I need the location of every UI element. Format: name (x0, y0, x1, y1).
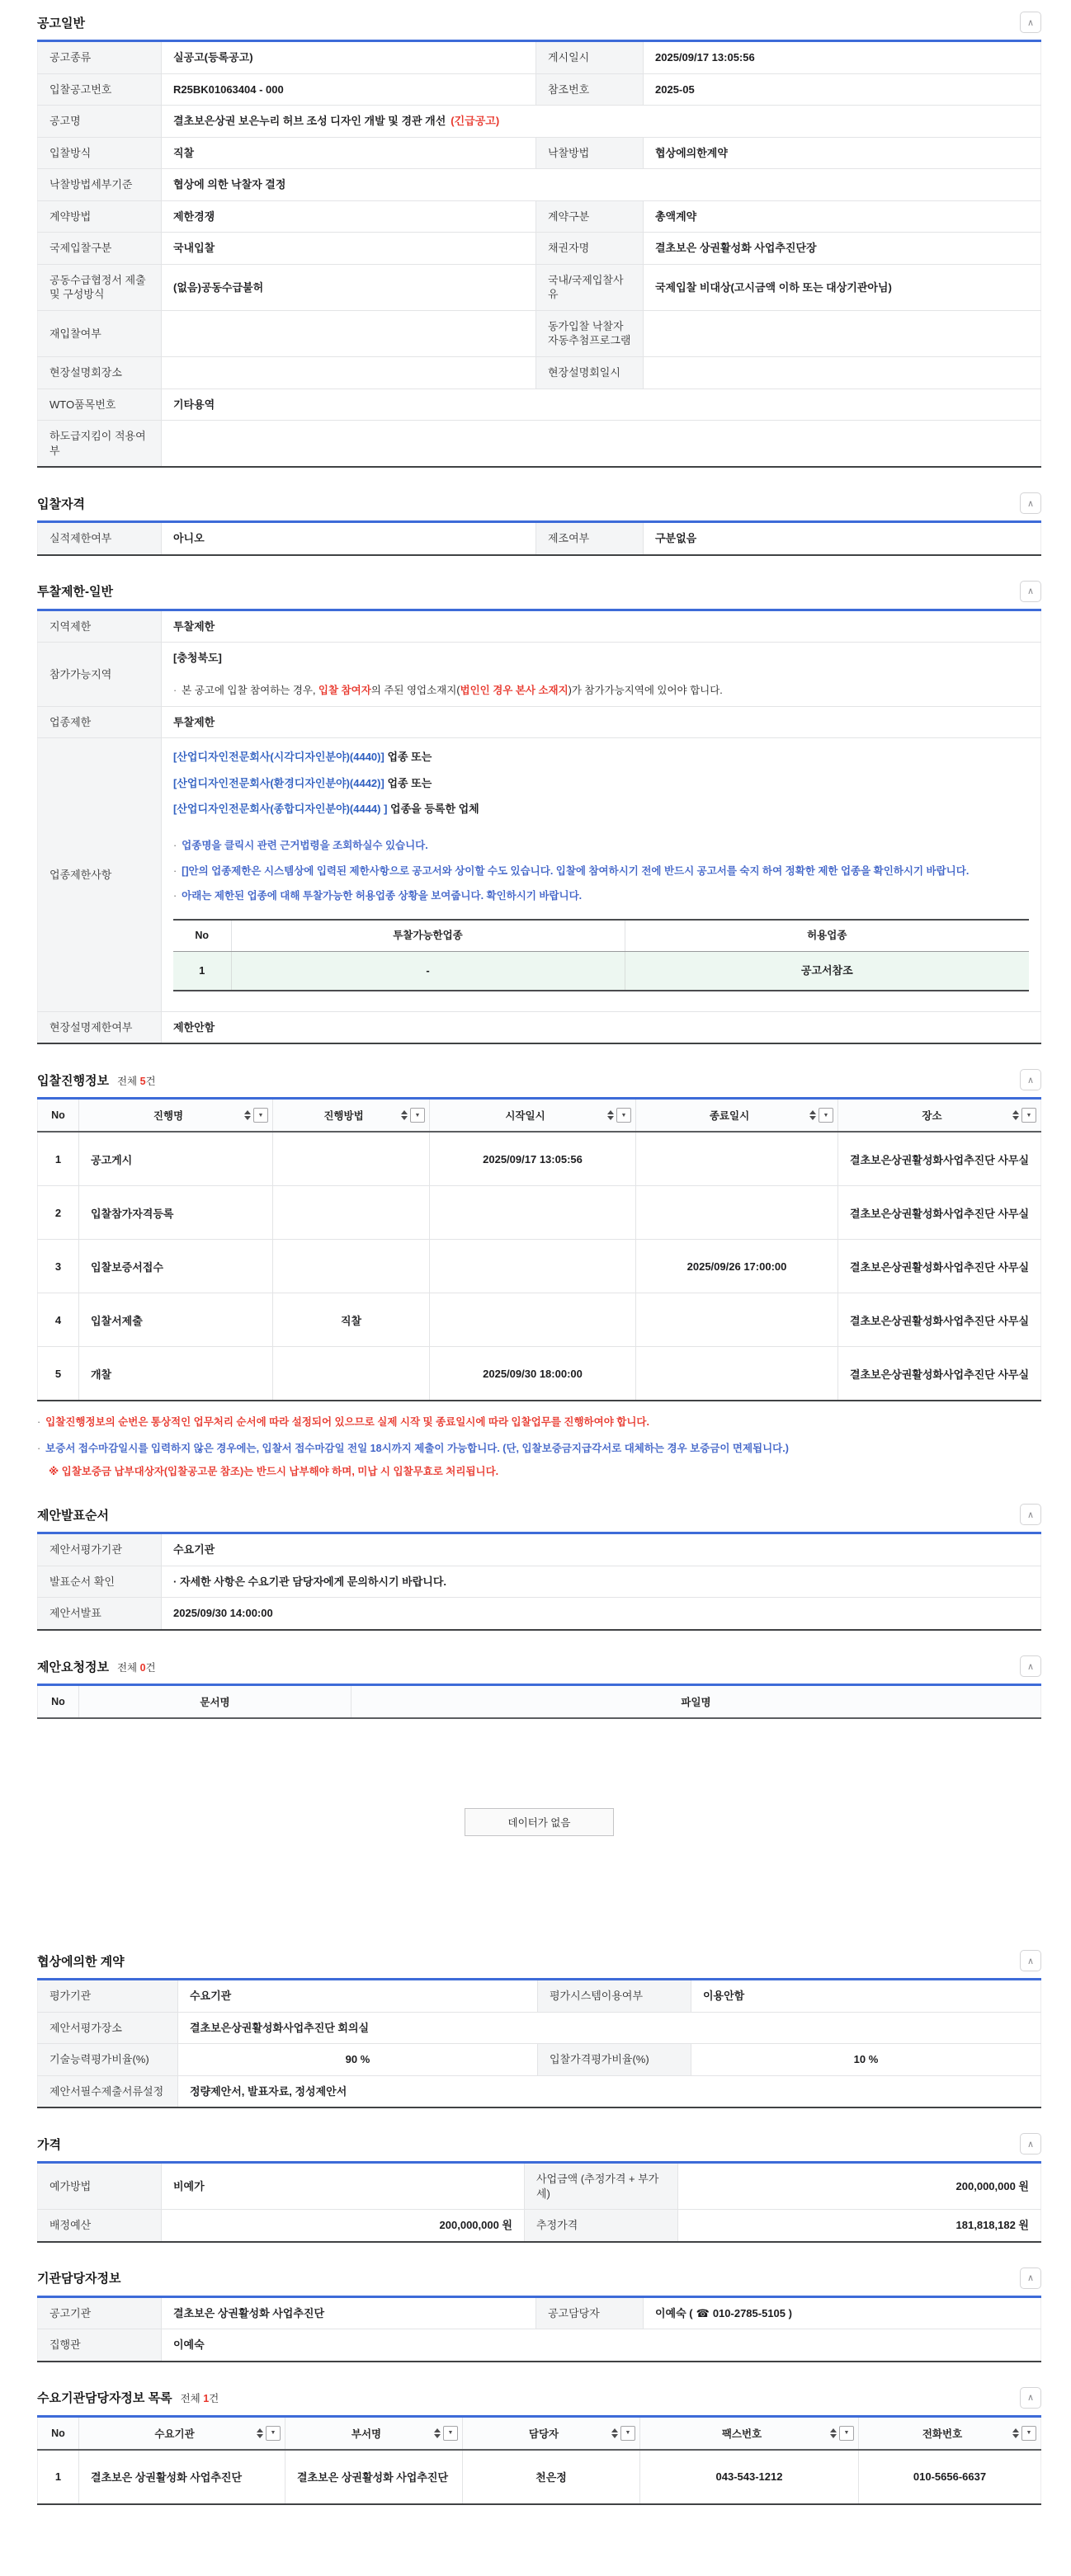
field-label: 재입찰여부 (38, 310, 162, 356)
column-header-place[interactable]: 장소 ▼ (838, 1099, 1041, 1133)
field-value: 이예숙 ( ☎ 010-2785-5105 ) (655, 2306, 792, 2319)
field-label: 현장설명회일시 (536, 357, 644, 389)
table-row (38, 1293, 1041, 1347)
qualification-table (37, 520, 1041, 556)
table-row (38, 738, 1041, 1011)
field-label: 추정가격 (525, 2210, 678, 2242)
field-label: 동가입찰 낙찰자 자동추첨프로그램 (536, 310, 644, 356)
notice-name: 결초보은상권 보은누리 허브 조성 디자인 개발 및 경관 개선 (173, 115, 446, 128)
field-value (162, 106, 1041, 138)
field-value: 구분없음 (655, 532, 697, 545)
field-label: 제안서평가기관 (38, 1533, 162, 1566)
table-row (38, 137, 1041, 169)
field-value (162, 357, 536, 389)
field-value: · 자세한 사항은 수요기관 담당자에게 문의하시기 바랍니다. (162, 1566, 1041, 1598)
progress-table (37, 1097, 1041, 1401)
field-label: 발표순서 확인 (38, 1566, 162, 1598)
filter-dropdown-icon[interactable]: ▼ (839, 2426, 854, 2441)
cell-step-name: 공고게시 (79, 1132, 273, 1186)
filter-dropdown-icon[interactable]: ▼ (1021, 2426, 1036, 2441)
cell-place: 결초보은상권활성화사업추진단 사무실 (838, 1186, 1041, 1240)
progress-notes (37, 1415, 1041, 1479)
table-row (38, 1980, 1041, 2013)
field-label: 참가가능지역 (38, 643, 162, 706)
cell-step-method (273, 1347, 430, 1401)
field-label: 채권자명 (536, 233, 644, 265)
industry-line: [산업디자인전문회사(환경디자인분야)(4442)] 업종 또는 (173, 776, 432, 789)
field-value: 2025/09/30 14:00:00 (162, 1598, 1041, 1630)
cell-place: 결초보은상권활성화사업추진단 사무실 (838, 1347, 1041, 1401)
field-value: 기타용역 (162, 389, 1041, 421)
presentation-order-table (37, 1532, 1041, 1631)
cell-no: 2 (38, 1186, 79, 1240)
section-title-price: 가격 (37, 2137, 61, 2152)
table-row (38, 310, 1041, 356)
cell-demand-org: 결초보은 상권활성화 사업추진단 (79, 2450, 285, 2504)
section-title-agency-contact: 기관담당자정보 (37, 2272, 121, 2286)
field-label: 현장설명제한여부 (38, 1011, 162, 1043)
cell-step-method: 직찰 (273, 1293, 430, 1347)
table-row (38, 2210, 1041, 2242)
table-row (38, 264, 1041, 310)
cell-place: 결초보은상권활성화사업추진단 사무실 (838, 1293, 1041, 1347)
field-value: R25BK01063404 - 000 (162, 73, 536, 106)
table-row (38, 1598, 1041, 1630)
chevron-up-icon: ∧ (1026, 1075, 1035, 1085)
column-header-start-datetime[interactable]: 시작일시 ▼ (430, 1099, 636, 1133)
cell-end-datetime (636, 1186, 838, 1240)
info-note: · 보증서 접수마감일시를 입력하지 않은 경우에는, 입찰서 접수마감일 전일 18시까지 제출이 가능합니다. (단, 입찰보증금지급각서로 대체하는 경우 보증금이 면제됩니다.) (37, 1442, 789, 1454)
field-value: 투찰제한 (162, 706, 1041, 738)
column-header-demand-org[interactable]: 수요기관 ▼ (79, 2416, 285, 2450)
filter-dropdown-icon[interactable]: ▼ (819, 1108, 833, 1123)
allowed-industry-table (173, 919, 1029, 991)
field-label: 집행관 (38, 2329, 162, 2362)
cell-allowed-industry: 공고서참조 (625, 952, 1029, 991)
field-label: 공고담당자 (536, 2296, 644, 2329)
field-value: 협상에 의한 낙찰자 결정 (162, 169, 1041, 201)
cell-start-datetime (430, 1186, 636, 1240)
record-count: 전체 1건 (180, 2393, 219, 2405)
table-row (38, 2012, 1041, 2044)
field-label: 제안서평가장소 (38, 2012, 178, 2044)
sort-icon[interactable] (607, 1110, 614, 1120)
field-value: 181,818,182 원 (678, 2210, 1041, 2242)
section-qualification (37, 492, 1041, 556)
section-title-qualification: 입찰자격 (37, 497, 85, 511)
filter-dropdown-icon[interactable]: ▼ (616, 1108, 631, 1123)
filter-dropdown-icon[interactable]: ▼ (1021, 1108, 1036, 1123)
urgent-badge: (긴급공고) (451, 115, 500, 128)
field-value: 제한경쟁 (162, 200, 536, 233)
field-label: 업종제한 (38, 706, 162, 738)
cell-dept: 결초보은 상권활성화 사업추진단 (285, 2450, 463, 2504)
collapse-section-button[interactable] (1020, 492, 1041, 514)
field-value (162, 643, 1041, 706)
field-value: 아니오 (173, 532, 205, 545)
restriction-table (37, 609, 1041, 1044)
cell-no: 5 (38, 1347, 79, 1401)
cell-no: 4 (38, 1293, 79, 1347)
table-row (38, 2163, 1041, 2210)
region-note: · 본 공고에 입찰 참여하는 경우, 입찰 참여자의 주된 영업소재지(법인인 경우 본사 소재지)가 참가가능지역에 있어야 합니다. (173, 684, 723, 696)
table-row (38, 200, 1041, 233)
field-label: 평가시스템이용여부 (538, 1980, 691, 2013)
section-agency-contact (37, 2268, 1041, 2362)
record-count: 전체 5건 (116, 1075, 156, 1087)
cell-no: 3 (38, 1240, 79, 1293)
field-label: 국제입찰구분 (38, 233, 162, 265)
industry-type-link[interactable]: [산업디자인전문회사(시각디자인분야)(4440)] (173, 751, 385, 764)
collapse-section-button[interactable] (1020, 581, 1041, 602)
chevron-up-icon: ∧ (1026, 17, 1035, 28)
table-row (38, 41, 1041, 74)
record-count: 전체 0건 (116, 1661, 156, 1674)
filter-dropdown-icon[interactable]: ▼ (620, 2426, 635, 2441)
section-general (37, 12, 1041, 468)
column-header: 투찰가능한업종 (231, 920, 625, 951)
industry-note: · []안의 업종제한은 시스템상에 입력된 제한사항으로 공고서와 상이할 수도 있습니다. 입찰에 참여하시기 전에 반드시 공고서를 숙지 하여 정확한 제한 업종을 확인하시기 바랍니다. (173, 864, 970, 877)
collapse-section-button[interactable] (1020, 1655, 1041, 1677)
table-row (38, 421, 1041, 468)
table-row (38, 522, 1041, 555)
field-label: 지역제한 (38, 610, 162, 643)
collapse-section-button[interactable] (1020, 12, 1041, 33)
cell-end-datetime: 2025/09/26 17:00:00 (636, 1240, 838, 1293)
field-value: 비예가 (173, 2179, 205, 2192)
rfp-table (37, 1684, 1041, 1719)
chevron-up-icon: ∧ (1026, 1661, 1035, 1672)
field-label: 입찰방식 (38, 137, 162, 169)
field-label: 평가기관 (38, 1980, 178, 2013)
field-label: 낙찰방법 (536, 137, 644, 169)
table-row (38, 706, 1041, 738)
field-label: 계약방법 (38, 200, 162, 233)
section-title-negotiation-contract: 협상에의한 계약 (37, 1954, 125, 1969)
cell-step-method (273, 1240, 430, 1293)
field-value: 이용안함 (703, 1990, 745, 2003)
table-row (38, 2296, 1041, 2329)
field-value: 결초보은 상권활성화 사업추진단 (173, 2306, 325, 2319)
field-label: 제안서발표 (38, 1598, 162, 1630)
column-header-person[interactable]: 담당자 ▼ (463, 2416, 640, 2450)
column-header-dept[interactable]: 부서명 ▼ (285, 2416, 463, 2450)
sort-icon[interactable] (244, 1110, 251, 1120)
table-row (38, 2075, 1041, 2107)
sort-icon[interactable] (401, 1110, 408, 1120)
table-row (38, 106, 1041, 138)
filter-dropdown-icon[interactable]: ▼ (253, 1108, 268, 1123)
filter-dropdown-icon[interactable]: ▼ (410, 1108, 425, 1123)
field-value: 2025/09/17 13:05:56 (655, 51, 755, 64)
field-label: 배정예산 (38, 2210, 162, 2242)
column-header-step-name[interactable]: 진행명 ▼ (79, 1099, 273, 1133)
sort-icon[interactable] (1012, 1110, 1019, 1120)
field-label: 공동수급협정서 제출 및 구성방식 (38, 264, 162, 310)
cell-no: 1 (38, 2450, 79, 2504)
table-row (38, 169, 1041, 201)
cell-phone: 010-5656-6637 (859, 2450, 1041, 2504)
filter-dropdown-icon[interactable]: ▼ (443, 2426, 458, 2441)
field-value: 직찰 (162, 137, 536, 169)
field-label: WTO품목번호 (38, 389, 162, 421)
field-value: 투찰제한 (173, 619, 215, 633)
cell-step-method (273, 1186, 430, 1240)
industry-type-link[interactable]: [산업디자인전문회사(환경디자인분야)(4442)] (173, 776, 385, 789)
field-value: 결초보은 상권활성화 사업추진단장 (644, 233, 1041, 265)
demand-contacts-table (37, 2415, 1041, 2505)
table-row (38, 73, 1041, 106)
column-header: 허용업종 (625, 920, 1029, 951)
section-demand-contacts (37, 2387, 1041, 2505)
cell-step-name: 개찰 (79, 1347, 273, 1401)
cell-step-name: 입찰보증서접수 (79, 1240, 273, 1293)
table-row (38, 357, 1041, 389)
table-row (38, 389, 1041, 421)
sort-icon[interactable] (434, 2428, 441, 2438)
table-row (38, 643, 1041, 706)
table-row (38, 233, 1041, 265)
field-label: 예가방법 (38, 2163, 162, 2210)
table-row (38, 1347, 1041, 1401)
table-row (38, 1011, 1041, 1043)
chevron-up-icon: ∧ (1026, 1956, 1035, 1966)
field-label: 제조여부 (536, 522, 644, 555)
section-rfp-info (37, 1655, 1041, 1925)
cell-start-datetime (430, 1293, 636, 1347)
field-value: 총액계약 (644, 200, 1041, 233)
column-header-no: No (38, 1685, 79, 1719)
field-value (162, 310, 536, 356)
industry-type-link[interactable]: [산업디자인전문회사(종합디자인분야)(4444) ] (173, 803, 388, 816)
cell-person: 천은정 (463, 2450, 640, 2504)
sort-icon[interactable] (257, 2428, 263, 2438)
collapse-section-button[interactable] (1020, 2268, 1041, 2289)
table-header-row (38, 2416, 1041, 2450)
field-label: 공고종류 (38, 41, 162, 74)
field-value: 결초보은상권활성화사업추진단 회의실 (178, 2012, 1041, 2044)
collapse-section-button[interactable] (1020, 1950, 1041, 1971)
field-value: 실공고(등록공고) (173, 51, 253, 64)
section-title-presentation-order: 제안발표순서 (37, 1508, 109, 1523)
industry-line: [산업디자인전문회사(종합디자인분야)(4444) ] 업종을 등록한 업체 (173, 803, 479, 816)
table-header-row (38, 1099, 1041, 1133)
table-header-row (173, 920, 1029, 951)
cell-biddable-industry: - (231, 952, 625, 991)
field-label: 업종제한사항 (38, 738, 162, 1011)
field-value: 협상에의한계약 (644, 137, 1041, 169)
section-negotiation-contract (37, 1950, 1041, 2108)
cell-no: 1 (38, 1132, 79, 1186)
phone-icon: ☎ (696, 2306, 710, 2319)
warning-note: · 입찰진행정보의 순번은 통상적인 업무처리 순서에 따라 설정되어 있으므로 실제 시작 및 종료일시에 따라 입찰업무를 진행하여야 합니다. (37, 1416, 649, 1429)
cell-start-datetime: 2025/09/30 18:00:00 (430, 1347, 636, 1401)
field-label: 국내/국제입찰사유 (536, 264, 644, 310)
field-value: 수요기관 (173, 1543, 215, 1556)
table-header-row (38, 1685, 1041, 1719)
cell-end-datetime (636, 1132, 838, 1186)
field-value: 이예숙 (162, 2329, 1041, 2362)
table-row (38, 2450, 1041, 2504)
field-label: 사업금액 (추정가격 + 부가세) (525, 2163, 678, 2210)
table-row (38, 1533, 1041, 1566)
price-table (37, 2161, 1041, 2243)
chevron-up-icon: ∧ (1026, 586, 1035, 597)
cell-place: 결초보은상권활성화사업추진단 사무실 (838, 1132, 1041, 1186)
cell-fax: 043-543-1212 (640, 2450, 859, 2504)
column-header-no: No (38, 2416, 79, 2450)
section-progress (37, 1069, 1041, 1479)
table-row (38, 1566, 1041, 1598)
warning-note: ※ 입찰보증금 납부대상자(입찰공고문 참조)는 반드시 납부해야 하며, 미납 시 입찰무효로 처리됩니다. (49, 1465, 499, 1477)
general-info-table (37, 40, 1041, 468)
field-label: 공고명 (38, 106, 162, 138)
field-label: 현장설명회장소 (38, 357, 162, 389)
table-row (38, 1186, 1041, 1240)
section-title-rfp-info: 제안요청정보 (37, 1660, 109, 1674)
field-label: 입찰공고번호 (38, 73, 162, 106)
industry-line: [산업디자인전문회사(시각디자인분야)(4440)] 업종 또는 (173, 751, 432, 764)
field-value: 200,000,000 원 (955, 2179, 1029, 2192)
field-label: 공고기관 (38, 2296, 162, 2329)
field-value: 제한안함 (162, 1011, 1041, 1043)
no-data-message: 데이터가 없음 (465, 1808, 615, 1836)
column-header-end-datetime[interactable]: 종료일시 ▼ (636, 1099, 838, 1133)
column-header-doc-name: 문서명 (79, 1685, 351, 1719)
field-value (644, 357, 1041, 389)
section-title-bid-restriction: 투찰제한-일반 (37, 585, 113, 600)
column-header-no: No (38, 1099, 79, 1133)
field-label: 계약구분 (536, 200, 644, 233)
cell-start-datetime: 2025/09/17 13:05:56 (430, 1132, 636, 1186)
column-header-file-name: 파일명 (351, 1685, 1041, 1719)
section-title-demand-contacts: 수요기관담당자정보 목록 (37, 2391, 172, 2406)
section-presentation-order (37, 1504, 1041, 1631)
chevron-up-icon: ∧ (1026, 2393, 1035, 2404)
agency-contact-table (37, 2296, 1041, 2362)
table-row (38, 610, 1041, 643)
section-bid-restriction (37, 581, 1041, 1044)
field-value (162, 421, 1041, 468)
table-row (38, 1132, 1041, 1186)
field-label: 제안서필수제출서류설정 (38, 2075, 178, 2107)
cell-start-datetime (430, 1240, 636, 1293)
field-value: 정량제안서, 발표자료, 정성제안서 (178, 2075, 1041, 2107)
filter-dropdown-icon[interactable]: ▼ (266, 2426, 281, 2441)
chevron-up-icon: ∧ (1026, 2139, 1035, 2150)
field-value: (없음)공동수급불허 (162, 264, 536, 310)
field-value (644, 310, 1041, 356)
cell-end-datetime (636, 1293, 838, 1347)
cell-end-datetime (636, 1347, 838, 1401)
field-label: 입찰가격평가비율(%) (538, 2044, 691, 2076)
cell-no: 1 (173, 952, 231, 991)
field-label: 기술능력평가비율(%) (38, 2044, 178, 2076)
field-value: 10 % (691, 2044, 1041, 2076)
sort-icon[interactable] (809, 1110, 816, 1120)
industry-note: · 아래는 제한된 업종에 대해 투찰가능한 허용업종 상황을 보여줍니다. 확인하시기 바랍니다. (173, 890, 583, 902)
table-row (38, 2329, 1041, 2362)
field-value: 2025-05 (644, 73, 1041, 106)
cell-place: 결초보은상권활성화사업추진단 사무실 (838, 1240, 1041, 1293)
collapse-section-button[interactable] (1020, 2133, 1041, 2155)
field-label: 하도급지킴이 적용여부 (38, 421, 162, 468)
sort-icon[interactable] (830, 2428, 837, 2438)
table-row (173, 952, 1029, 991)
field-label: 참조번호 (536, 73, 644, 106)
table-row (38, 1240, 1041, 1293)
field-label: 낙찰방법세부기준 (38, 169, 162, 201)
field-value: 국내입찰 (162, 233, 536, 265)
collapse-section-button[interactable] (1020, 2387, 1041, 2409)
field-value: 200,000,000 원 (162, 2210, 525, 2242)
allowed-region: [충청북도] (173, 652, 222, 665)
negotiation-table (37, 1978, 1041, 2108)
collapse-section-button[interactable] (1020, 1504, 1041, 1525)
field-label: 게시일시 (536, 41, 644, 74)
collapse-section-button[interactable] (1020, 1069, 1041, 1090)
empty-data-area (37, 1719, 1041, 1925)
column-header: No (173, 920, 231, 951)
section-title-general: 공고일반 (37, 16, 85, 31)
chevron-up-icon: ∧ (1026, 498, 1035, 509)
sort-icon[interactable] (1012, 2428, 1019, 2438)
sort-icon[interactable] (611, 2428, 618, 2438)
column-header-phone[interactable]: 전화번호 ▼ (859, 2416, 1041, 2450)
table-row (38, 2044, 1041, 2076)
chevron-up-icon: ∧ (1026, 1509, 1035, 1520)
cell-step-name: 입찰서제출 (79, 1293, 273, 1347)
section-title-progress: 입찰진행정보 (37, 1073, 109, 1088)
field-value: 국제입찰 비대상(고시금액 이하 또는 대상기관아님) (644, 264, 1041, 310)
cell-step-name: 입찰참가자격등록 (79, 1186, 273, 1240)
industry-restriction-detail (162, 738, 1041, 1011)
field-value: 90 % (178, 2044, 538, 2076)
chevron-up-icon: ∧ (1026, 2273, 1035, 2284)
cell-step-method (273, 1132, 430, 1186)
field-label: 실적제한여부 (38, 522, 162, 555)
section-price (37, 2133, 1041, 2243)
column-header-step-method[interactable]: 진행방법 ▼ (273, 1099, 430, 1133)
field-value: 수요기관 (190, 1990, 232, 2003)
industry-note: · 업종명을 클릭시 관련 근거법령을 조회하실수 있습니다. (173, 839, 428, 851)
column-header-fax[interactable]: 팩스번호 ▼ (640, 2416, 859, 2450)
